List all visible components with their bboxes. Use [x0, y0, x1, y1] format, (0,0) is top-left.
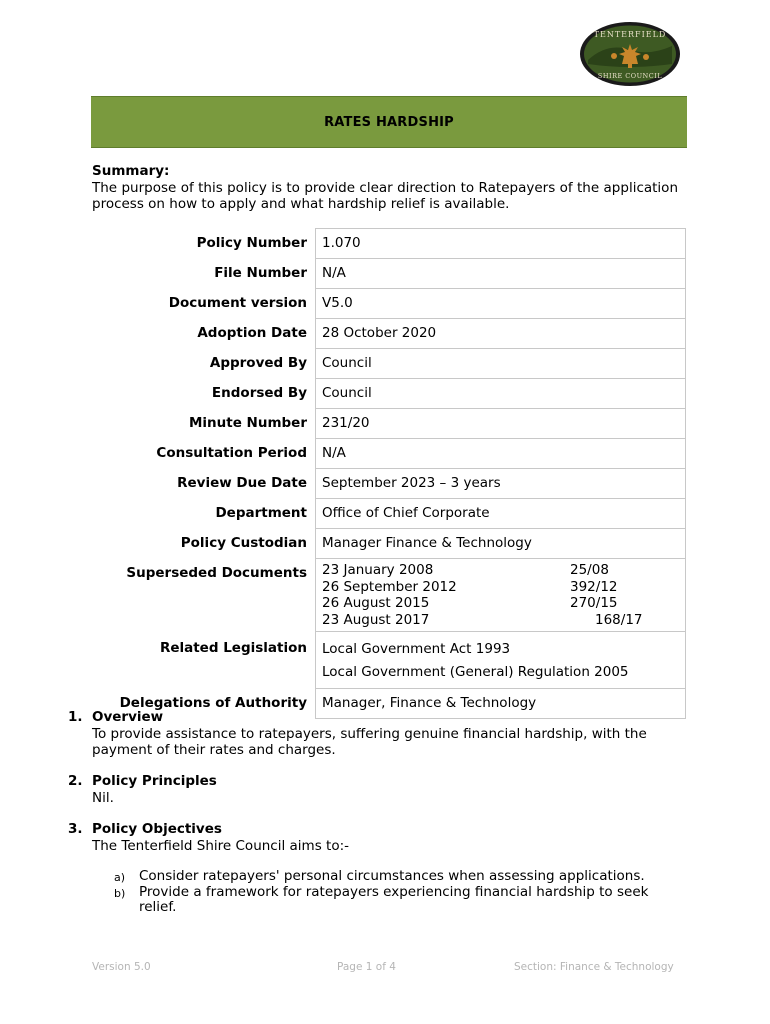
field-value: Council [316, 349, 686, 379]
objectives-list [114, 869, 684, 916]
field-label: File Number [214, 264, 307, 281]
footer-page-number: Page 1 of 4 [337, 961, 396, 973]
table-row [92, 469, 686, 499]
table-row [92, 319, 686, 349]
list-marker: a) [114, 871, 126, 884]
list-marker: b) [114, 886, 126, 900]
superseded-date: 23 August 2017 [322, 611, 430, 628]
section-text: Nil. [92, 789, 114, 806]
superseded-values [316, 559, 686, 632]
field-value: N/A [316, 259, 686, 289]
summary-block [92, 163, 678, 213]
list-item [114, 869, 684, 885]
superseded-minute: 392/12 [570, 578, 618, 595]
superseded-minute: 168/17 [595, 611, 643, 628]
section-title: Overview [92, 709, 164, 725]
table-row [92, 439, 686, 469]
list-item-text: Consider ratepayers' personal circumstances when assessing applications. [139, 868, 645, 884]
field-label: Review Due Date [177, 474, 307, 491]
section-title: Policy Principles [92, 773, 217, 789]
section-number: 3. [68, 821, 83, 837]
superseded-label: Superseded Documents [126, 564, 307, 581]
legislation-values [316, 632, 686, 689]
table-row [92, 259, 686, 289]
council-logo [578, 20, 682, 88]
field-label: Consultation Period [156, 444, 307, 461]
superseded-date: 26 August 2015 [322, 595, 430, 611]
field-label: Department [215, 504, 307, 521]
field-value: V5.0 [316, 289, 686, 319]
table-row [92, 379, 686, 409]
section-number: 2. [68, 773, 83, 789]
table-row [92, 529, 686, 559]
delegations-value: Manager, Finance & Technology [316, 689, 686, 719]
table-row-legislation [92, 632, 686, 689]
table-row [92, 499, 686, 529]
field-label: Adoption Date [197, 324, 307, 341]
table-row [92, 229, 686, 259]
section-overview [68, 709, 680, 759]
list-item [114, 885, 684, 916]
superseded-date: 23 January 2008 [322, 562, 434, 578]
superseded-minute: 270/15 [570, 595, 618, 611]
list-item-text: Provide a framework for ratepayers experiencing financial hardship to seek relief. [139, 883, 649, 915]
section-text: To provide assistance to ratepayers, suffering genuine financial hardship, with the payment of their rates and charges. [92, 725, 647, 758]
document-title: RATES HARDSHIP [324, 114, 454, 130]
legislation-item: Local Government Act 1993 [322, 641, 511, 657]
table-row-superseded [92, 559, 686, 632]
summary-text: The purpose of this policy is to provide clear direction to Ratepayers of the application process on how to apply and what hardship relief is available. [92, 179, 678, 212]
table-row [92, 349, 686, 379]
field-label: Document version [168, 294, 307, 311]
policy-info-table [92, 228, 686, 719]
field-label: Approved By [209, 354, 307, 371]
section-principles [68, 773, 680, 806]
field-value: 231/20 [316, 409, 686, 439]
field-value: 28 October 2020 [316, 319, 686, 349]
logo-top-text: TENTERFIELD [593, 30, 667, 39]
field-value: Office of Chief Corporate [316, 499, 686, 529]
field-value: Manager Finance & Technology [316, 529, 686, 559]
field-value: Council [316, 379, 686, 409]
title-banner [91, 96, 687, 148]
section-objectives [68, 821, 680, 854]
section-number: 1. [68, 709, 83, 725]
summary-heading: Summary: [92, 163, 170, 179]
field-label: Minute Number [188, 414, 307, 431]
logo-bottom-text: SHIRE COUNCIL [597, 72, 663, 80]
footer-version: Version 5.0 [92, 961, 151, 973]
legislation-item: Local Government (General) Regulation 2005 [322, 664, 629, 680]
superseded-date: 26 September 2012 [322, 578, 457, 595]
field-label: Endorsed By [211, 384, 307, 401]
section-title: Policy Objectives [92, 821, 222, 837]
superseded-minute: 25/08 [570, 562, 609, 578]
field-label: Policy Custodian [180, 534, 307, 551]
delegations-label: Delegations of Authority [119, 694, 307, 711]
footer-section: Section: Finance & Technology [514, 961, 674, 973]
field-value: 1.070 [316, 229, 686, 259]
table-row [92, 289, 686, 319]
field-value: N/A [316, 439, 686, 469]
field-value: September 2023 – 3 years [316, 469, 686, 499]
field-label: Policy Number [196, 234, 307, 251]
legislation-label: Related Legislation [159, 639, 307, 656]
table-row [92, 409, 686, 439]
section-text: The Tenterfield Shire Council aims to:- [92, 837, 349, 854]
